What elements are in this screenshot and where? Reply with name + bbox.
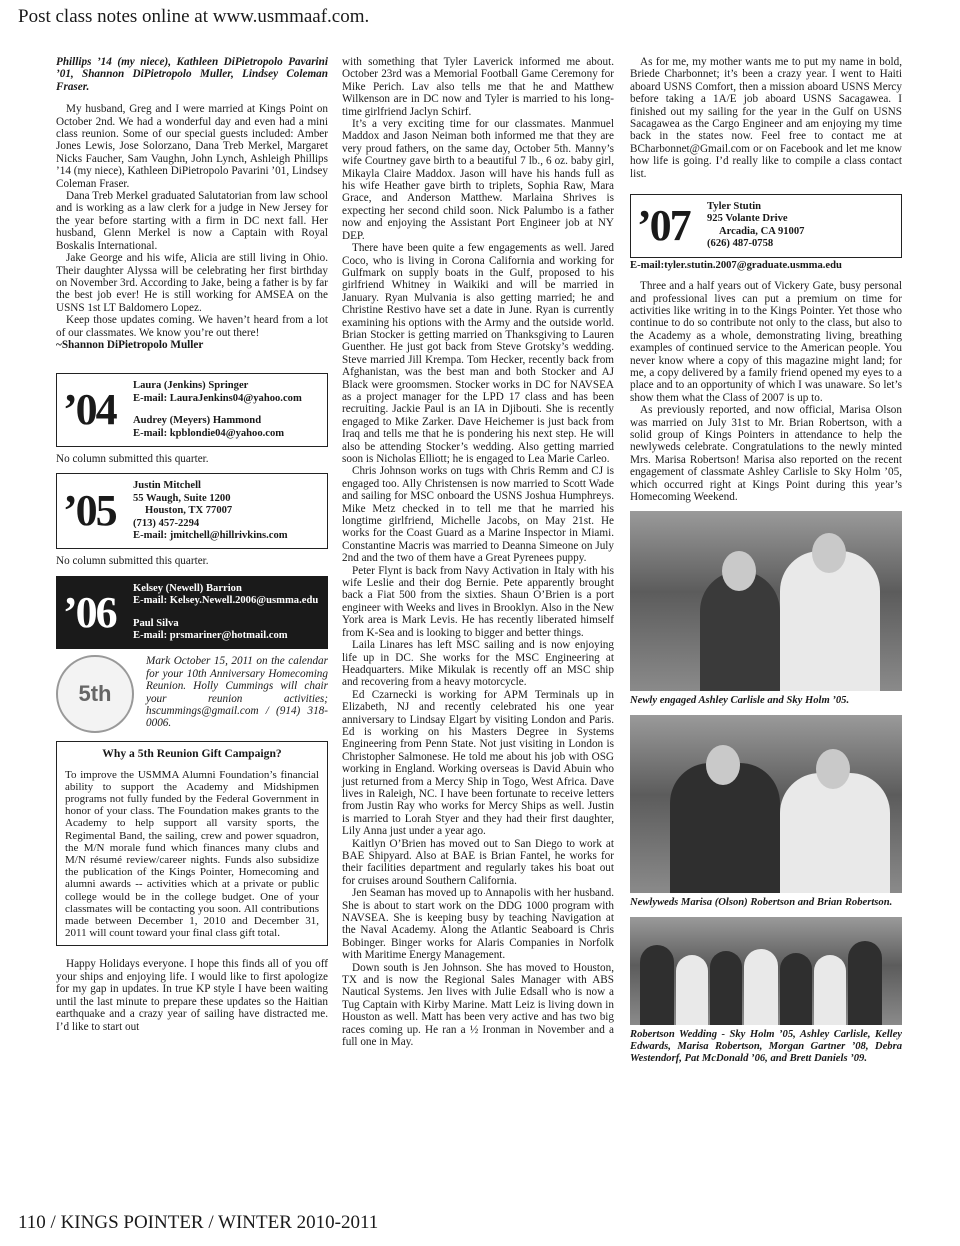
contact-name: Tyler Stutin	[707, 201, 762, 213]
no-column-note: No column submitted this quarter.	[56, 452, 209, 465]
reunion-notice	[56, 655, 328, 733]
class-contact	[133, 480, 288, 542]
class-year: ’06	[63, 587, 116, 637]
photo-caption: Robertson Wedding - Sky Holm ’05, Ashley Carlisle, Kelley Edwards, Marisa Robertson, Morgan Gartner ’08, Debra Westendorf, Pat McDonald ’06, and Brett Daniels ’09.	[630, 1029, 902, 1065]
contact-phone: (713) 457-2294	[133, 517, 200, 529]
reunion-seal-icon: 5th	[56, 655, 134, 733]
column-left	[56, 56, 328, 1033]
contact-email: E-mail: kpblondie04@yahoo.com	[133, 427, 285, 439]
photo-wedding-group	[630, 917, 902, 1025]
paragraph: Peter Flynt is back from Navy Activation in Italy with his wife Leslie and their dog Bernie. Pete apparently brought back a Fiat 500 from the sixties. Shaun O’Brien is a port engineer with Weeks and lives in Brooklyn. Also in the New York area is Mark Levis. He has recently liberated himself from K-Sea and is looking to bigger and better things.	[342, 564, 614, 639]
class-box-06	[56, 576, 328, 650]
photo-caption: Newlyweds Marisa (Olson) Robertson and Brian Robertson.	[630, 897, 893, 909]
contact-name: Audrey (Meyers) Hammond	[133, 415, 262, 427]
contact-email: E-mail:tyler.stutin.2007@graduate.usmma.edu	[630, 259, 842, 271]
contact-email: E-mail: prsmariner@hotmail.com	[133, 630, 288, 642]
paragraph: Dana Treb Merkel graduated Salutatorian from law school and is working as a law clerk for a judge in New Jersey for the year before starting with a firm in DC next fall. Her husband, Glenn Merkel is now a Captain with Royal Boskalis International.	[56, 190, 328, 252]
gift-title: Why a 5th Reunion Gift Campaign?	[102, 747, 282, 761]
contact-address: 925 Volante Drive	[707, 213, 788, 225]
paragraph: Ed Czarnecki is working for APM Terminals up in Elizabeth, NJ and recently celebrated his one year anniversary to Lindsay Elgart by visiting London and Paris. Ed is working on his Masters Degree in Systems Engineering from Penn State. Not just visiting in London is Christopher Salmonese. He told me about his job with OSG working in England. Working overseas is David Abuin who just returned from a Mercy Ship in Togo, West Africa. Dave lives in Raleigh, NC. I have been fortunate to receive letters from Justin Ray who works for Mercy Ships as well. Justin is married to Lorah Styer and they had their first daughter, Lily Anna just under a year ago.	[342, 688, 614, 838]
class-box-07	[630, 194, 902, 258]
paragraph: Down south is Jen Johnson. She has moved to Houston, TX and is now the Regional Sales Manager with ABS Nautical Systems. Jen lives with Julie Edsall who is now a Tug Captain with Kirby Marine. Matt Leiz is living down in Houston as well. Matt has been very active and has two big races coming up. He ran a ½ Ironman in November and a full one in May.	[342, 961, 614, 1049]
contact-phone: (626) 487-0758	[707, 238, 774, 250]
class-box-04	[56, 373, 328, 447]
paragraph: Kaitlyn O’Brien has moved out to San Diego to work at BAE Shipyard. Also at BAE is Brian Fantel, he works for their facilities department and regularly takes his boat out for cruises around Southern California.	[342, 837, 614, 887]
class-year: ’05	[63, 486, 116, 536]
contact-name: Laura (Jenkins) Springer	[133, 380, 249, 392]
photo-caption: Newly engaged Ashley Carlisle and Sky Holm ’05.	[630, 695, 850, 707]
paragraph: As previously reported, and now official, Marisa Olson was married on July 31st to Mr. Brian Robertson, with a solid group of Kings Pointers in attendance to help the newlyweds celebrate. Congratulations to the newly minted Mrs. Marisa Robertson! Marisa also reported on the recent engagement of classmate Ashley Carlisle to Sky Holm ’05, which occurred right at Kings Point during this year’s Homecoming Weekend.	[630, 404, 902, 503]
paragraph: Three and a half years out of Vickery Gate, busy personal and professional lives can put a premium on time for activities like writing in to the Kings Pointer. Yet those who continue to do so contribute not only to the class, but also to the Academy as a whole, demonstrating living, breathing examples of continued service to the American people. You never know where a copy of this magazine might land; for me, a copy delivered by a family friend opened my eyes to a place and to an opportunity of which I was unaware. So let’s show them what the Class of 2007 is up to.	[630, 280, 902, 404]
intro-names: Phillips ’14 (my niece), Kathleen DiPietropolo Pavarini ’01, Shannon DiPietropolo Muller, Lindsey Coleman Fraser.	[56, 56, 328, 93]
contact-city: Arcadia, CA 91007	[719, 225, 805, 237]
contact-address: 55 Waugh, Suite 1200	[133, 492, 231, 504]
paragraph: Laila Linares has left MSC sailing and is now enjoying life up in DC. She works for the MSC Engineering at Headquarters. Mike Mikulak is recently off an MSC ship and recovering from a heavy motorcycle.	[342, 639, 614, 689]
reunion-text: Mark October 15, 2011 on the calendar for your 10th Anniversary Homecoming Reunion. Holly Cummings will chair your reunion activities; hscummings@gmail.com / (914) 318-0006.	[146, 655, 328, 730]
contact-name: Kelsey (Newell) Barrion	[133, 582, 242, 594]
photo-newlyweds	[630, 715, 902, 893]
signature: ~Shannon DiPietropolo Muller	[56, 338, 204, 351]
paragraph: Chris Johnson works on tugs with Chris Remm and CJ is engaged too. Ally Christensen is now married to Scott Wade and sailing for MSC onboard the USNS Joshua Humphreys. Mike Metz checked in to tell me that he married his longtime girlfriend, Michelle Jacobs, on May 21st. He works for the Coast Guard as a Marine Inspector in Miami. Constantine Macris was married to Deanna Simeone on July 2nd and the two of them have a Great Pyrenees puppy.	[342, 465, 614, 565]
contact-name: Justin Mitchell	[133, 480, 201, 492]
class-year: ’04	[63, 385, 116, 435]
column-middle	[342, 56, 614, 1049]
column-right	[630, 56, 902, 1071]
contact-city: Houston, TX 77007	[145, 505, 233, 517]
paragraph: Keep those updates coming. We haven’t heard from a lot of our classmates. We know you’re out there!	[56, 314, 328, 339]
class-year: ’07	[637, 200, 690, 250]
photo-engaged-couple	[630, 511, 902, 691]
page-header: Post class notes online at www.usmmaaf.com.	[18, 6, 370, 27]
contact-email: E-mail: LauraJenkins04@yahoo.com	[133, 392, 302, 404]
paragraph: with something that Tyler Laverick informed me about. October 23rd was a Memorial Football Game Ceremony for Mike Perich. Lav also tells me that he and Matthew Wilkenson are in DC now and Tyler is married to his long-time girlfriend Jaclyn Schirf.	[342, 56, 614, 118]
paragraph: Happy Holidays everyone. I hope this finds all of you off your ships and enjoying life. I would like to first apologize for my gap in updates. In true KP style I have been waiting until the last minute to prepare these updates so the Haitian earthquake and a crazy year of sailing have distracted me. I’d like to start out	[56, 958, 328, 1033]
gift-campaign-box	[56, 741, 328, 946]
no-column-note: No column submitted this quarter.	[56, 555, 209, 568]
paragraph: There have been quite a few engagements as well. Jared Coco, who is living in Corona California and working for Gulfmark on supply boats in the Gulf, proposed to his girlfriend Whitney in Waikiki and will be married in January. Ryan Mulvania is also getting married; he and Christine Restivo have set a date in June. Ryan is currently examining his options with the Army and the outside world. Brian Stocker is getting married on Thanksgiving to Lauren Guenther. He just got back from Steve Grotsky’s wedding. Steve married Jill Krempa. Tom Hecker, recently back from Afghanistan, was the best man and both Stocker and AJ Black were groomsmen. Stocker works in DC for NAVSEA as a project manager for the LPD 17 class and has been recruiting. Jackie Paul is an IA in Djibouti. She is recently engaged to Mike Zarker. Dave Heichemer is just back from Iraq and tells me that he is pondering his next step. He will also be attending Stocker’s wedding. Also getting married soon is Nicholas Elliott; he is engaged to Lea Marie Carleo.	[342, 242, 614, 465]
paragraph: My husband, Greg and I were married at Kings Point on October 2nd. We had a wonderful day and even had a mini class reunion. Some of our special guests included: Amber Jones Lewis, Jose Solorzano, Dana Treb Merkel, Margaret Nicks Faucher, Sam Vaughn, John Lynch, Ashleigh Phillips ’14 (my niece), Kathleen DiPietropolo Pavarini ’01, Lindsey Coleman Fraser.	[56, 103, 328, 190]
contact-email: E-mail: Kelsey.Newell.2006@usmma.edu	[133, 595, 319, 607]
page-footer: 110 / KINGS POINTER / WINTER 2010-2011	[18, 1212, 379, 1233]
class-contact	[133, 380, 302, 440]
paragraph: It’s a very exciting time for our classmates. Manmuel Maddox and Jason Neiman both informed me that they are very proud fathers, on the same day, October 5th. Manny’s wife Courtney gave birth to a beautiful 7 lb., 6 oz. baby girl, Mikayla Claire Maddox. Jason will have his hands full as his wife Heather gave birth to triplets, Sophia Raw, Mara Grace, and Anderson Matthew. Marlaina Shrives is expecting her second child soon. Nick Palumbo is a father now and enjoying the Assistant Port Engineer job at NY DEP.	[342, 118, 614, 242]
class-contact	[133, 583, 318, 643]
class-box-05	[56, 473, 328, 549]
paragraph: Jake George and his wife, Alicia are still living in Ohio. Their daughter Alyssa will be celebrating her first birthday on November 3rd. According to Jake, being a father is by far the best job ever! He is still working for AMSEA on the USNS 1st LT Baldomero Lopez.	[56, 252, 328, 314]
gift-body: To improve the USMMA Alumni Foundation’s financial ability to support the Academy and Midshipmen programs not fully funded by the Federal Government in honor of your class. The Foundation makes grants to the Academy to help support all varsity sports, the Regimental Band, the sailing, crew and power squadron, the M/N morale fund which finances many clubs and M/N résumé review/career nights. Funds also subsidize the publication of the Kings Pointer, Homecoming and alumni awards -- activities which at a private or public college would be in the college budget. One of your classmates will be contacting you soon. All contributions made between December 1, 2010 and December 31, 2011 will count toward your final class gift total.	[65, 768, 319, 940]
contact-email: E-mail: jmitchell@hillrivkins.com	[133, 530, 288, 541]
paragraph: Jen Seaman has moved up to Annapolis with her husband. She is about to start work on the DDG 1000 program with NAVSEA. She is keeping busy by teaching Navigation at the Naval Academy. Along the Atlantic Seaboard is Chris Bobinger. Binger works for Alaris Companies in Norfolk with Maritime Energy Management.	[342, 887, 614, 962]
class-contact	[707, 201, 804, 251]
contact-name: Paul Silva	[133, 617, 179, 629]
paragraph: As for me, my mother wants me to put my name in bold, Briede Charbonnet; it’s been a crazy year. I went to Haiti aboard USNS Comfort, then a mission aboard USNS Mercy before taking a 1A/E job aboard USNS Sacagawea. I finished out my sailing for the year in the Gulf on USNS Sacagawea as the Cargo Engineer and am enjoying my time back in the states now. Feel free to contact me at BCharbonnet@Gmail.com or on Facebook and let me know how life is going. I’d really like to compile a class contact list.	[630, 56, 902, 180]
